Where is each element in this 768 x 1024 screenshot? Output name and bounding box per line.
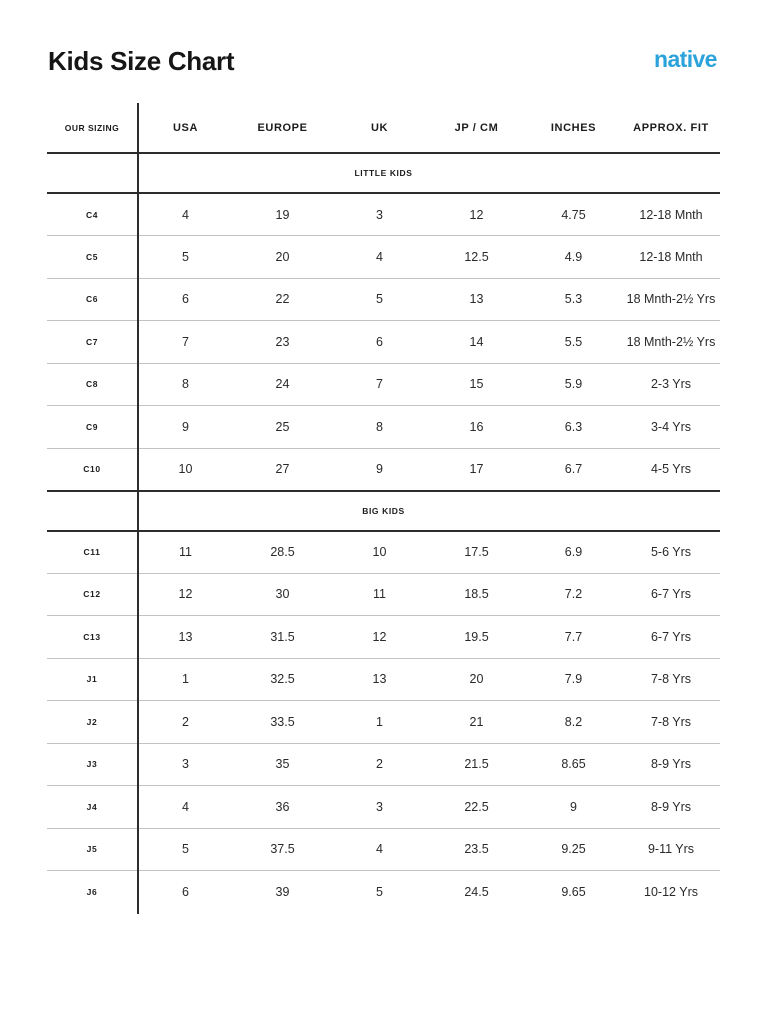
cell-value: 20	[275, 249, 290, 264]
cell-value: 8	[182, 377, 189, 392]
column-header-jp-cm: JP / CM	[454, 121, 499, 134]
cell-value: 24	[275, 377, 290, 392]
cell-value: 21	[469, 714, 484, 729]
section-label: BIG KIDS	[362, 505, 405, 516]
cell-value: 4	[376, 842, 383, 857]
cell-value: 4	[182, 799, 189, 814]
cell-value: 12	[469, 207, 484, 222]
cell-value: 31.5	[270, 629, 295, 644]
row-size-label: C5	[85, 251, 99, 262]
cell-value: 25	[275, 419, 290, 434]
cell-value: 12.5	[464, 249, 489, 264]
cell-value: 5.9	[564, 377, 583, 392]
table-row-c8	[47, 363, 720, 406]
cell-value: 22	[275, 292, 290, 307]
cell-value: 5	[376, 292, 383, 307]
cell-value: 9	[570, 799, 577, 814]
cell-value: 5-6 Yrs	[650, 545, 692, 559]
cell-value: 21.5	[464, 757, 489, 772]
cell-value: 6-7 Yrs	[650, 629, 692, 644]
table-row-j4	[47, 786, 720, 829]
cell-value: 10-12 Yrs	[644, 885, 698, 899]
cell-value: 7-8 Yrs	[650, 672, 692, 687]
row-size-label: J2	[86, 716, 98, 727]
row-size-label: J6	[86, 887, 98, 897]
cell-value: 13	[372, 672, 387, 687]
cell-value: 17	[469, 462, 484, 476]
cell-value: 4.75	[561, 207, 586, 222]
cell-value: 11	[373, 587, 386, 602]
cell-value: 7.2	[564, 587, 583, 602]
row-size-label: C4	[85, 209, 99, 220]
cell-value: 7.9	[564, 672, 583, 687]
cell-value: 11	[179, 545, 192, 559]
cell-value: 5	[182, 249, 189, 264]
row-size-label: J5	[86, 844, 98, 855]
table-header-row	[47, 103, 720, 153]
cell-value: 5	[376, 885, 383, 899]
table-row-c10	[47, 448, 720, 491]
table-row-c13	[47, 616, 720, 659]
cell-value: 9.65	[561, 885, 586, 899]
column-header-our-sizing: OUR SIZING	[64, 122, 120, 133]
cell-value: 4.9	[564, 249, 583, 264]
cell-value: 5.3	[564, 292, 583, 307]
cell-value: 3	[182, 757, 189, 772]
table-row-j1	[47, 658, 720, 701]
cell-value: 8.65	[561, 757, 586, 772]
row-size-label: C13	[83, 631, 101, 642]
section-row-big-kids	[47, 491, 720, 531]
cell-value: 17.5	[464, 545, 489, 559]
cell-value: 10	[178, 462, 193, 476]
row-size-label: J3	[86, 759, 98, 770]
column-header-approx-fit: APPROX. FIT	[633, 121, 709, 134]
cell-value: 35	[275, 757, 290, 772]
cell-value: 12-18 Mnth	[639, 207, 703, 222]
cell-value: 12	[178, 587, 193, 602]
cell-value: 16	[469, 419, 484, 434]
cell-value: 22.5	[464, 799, 489, 814]
table-row-c9	[47, 406, 720, 449]
cell-value: 8-9 Yrs	[650, 799, 692, 814]
cell-value: 39	[275, 885, 290, 899]
table-row-j6	[47, 871, 720, 914]
cell-value: 6	[376, 334, 383, 349]
table-row-c4	[47, 193, 720, 236]
column-header-usa: USA	[172, 121, 199, 134]
cell-value: 7.7	[564, 629, 583, 644]
cell-value: 6.7	[564, 462, 583, 476]
cell-value: 37.5	[270, 842, 295, 857]
row-size-label: C7	[85, 336, 99, 347]
cell-value: 5	[182, 842, 189, 857]
cell-value: 9-11 Yrs	[647, 842, 695, 857]
cell-value: 3	[376, 207, 383, 222]
native-brand-logo: native	[654, 46, 717, 72]
column-divider-line	[137, 103, 139, 914]
cell-value: 13	[178, 629, 193, 644]
cell-value: 23.5	[464, 842, 489, 857]
row-size-label: C6	[85, 294, 99, 305]
cell-value: 2	[182, 714, 189, 729]
table-row-j3	[47, 743, 720, 786]
cell-value: 33.5	[270, 714, 295, 729]
cell-value: 4	[376, 249, 383, 264]
cell-value: 2	[376, 757, 383, 772]
table-row-j5	[47, 828, 720, 871]
row-size-label: J4	[86, 801, 98, 812]
cell-value: 18 Mnth-2½ Yrs	[626, 334, 716, 349]
column-header-inches: INCHES	[550, 121, 597, 134]
cell-value: 36	[275, 799, 290, 814]
cell-value: 14	[469, 334, 484, 349]
cell-value: 6	[182, 292, 189, 307]
cell-value: 24.5	[464, 885, 489, 899]
column-header-europe: EUROPE	[257, 121, 308, 134]
table-row-j2	[47, 701, 720, 744]
cell-value: 13	[469, 292, 484, 307]
cell-value: 6.9	[564, 545, 583, 559]
cell-value: 27	[275, 462, 290, 476]
cell-value: 15	[469, 377, 484, 392]
table-row-c7	[47, 321, 720, 364]
cell-value: 30	[275, 587, 290, 602]
table-row-c5	[47, 236, 720, 279]
cell-value: 9.25	[561, 842, 586, 857]
row-size-label: C10	[83, 464, 101, 474]
table-row-c11	[47, 531, 720, 574]
cell-value: 19.5	[464, 629, 489, 644]
row-size-label: C9	[85, 421, 99, 432]
row-size-label: C12	[83, 589, 101, 600]
cell-value: 2-3 Yrs	[650, 377, 692, 392]
kids-size-table	[47, 103, 720, 913]
cell-value: 4-5 Yrs	[650, 462, 692, 476]
cell-value: 8	[376, 419, 383, 434]
table-row-c12	[47, 573, 720, 616]
cell-value: 7	[376, 377, 383, 392]
cell-value: 10	[372, 545, 387, 559]
cell-value: 9	[376, 462, 383, 476]
section-label: LITTLE KIDS	[354, 168, 413, 178]
column-header-uk: UK	[370, 121, 389, 134]
cell-value: 32.5	[270, 672, 295, 687]
page-title: Kids Size Chart	[48, 46, 235, 76]
cell-value: 4	[182, 207, 189, 222]
cell-value: 6-7 Yrs	[650, 587, 692, 602]
section-row-little-kids	[47, 153, 720, 193]
cell-value: 8-9 Yrs	[650, 757, 692, 772]
cell-value: 12	[372, 629, 387, 644]
cell-value: 9	[182, 419, 189, 434]
cell-value: 20	[469, 672, 484, 687]
cell-value: 7	[182, 334, 189, 349]
cell-value: 7-8 Yrs	[650, 714, 692, 729]
cell-value: 8.2	[564, 714, 583, 729]
cell-value: 5.5	[564, 334, 583, 349]
cell-value: 6.3	[564, 419, 583, 434]
cell-value: 1	[182, 672, 189, 687]
cell-value: 18 Mnth-2½ Yrs	[626, 292, 716, 307]
size-table-container	[47, 103, 720, 913]
row-size-label: J1	[86, 674, 98, 685]
cell-value: 28.5	[270, 545, 295, 559]
table-row-c6	[47, 278, 720, 321]
row-size-label: C11	[83, 547, 101, 557]
cell-value: 18.5	[464, 587, 489, 602]
row-size-label: C8	[85, 379, 99, 390]
cell-value: 19	[275, 207, 290, 222]
cell-value: 1	[376, 714, 383, 729]
cell-value: 3-4 Yrs	[650, 419, 692, 434]
cell-value: 12-18 Mnth	[639, 249, 703, 264]
cell-value: 23	[275, 334, 290, 349]
cell-value: 6	[182, 885, 189, 899]
cell-value: 3	[376, 799, 383, 814]
